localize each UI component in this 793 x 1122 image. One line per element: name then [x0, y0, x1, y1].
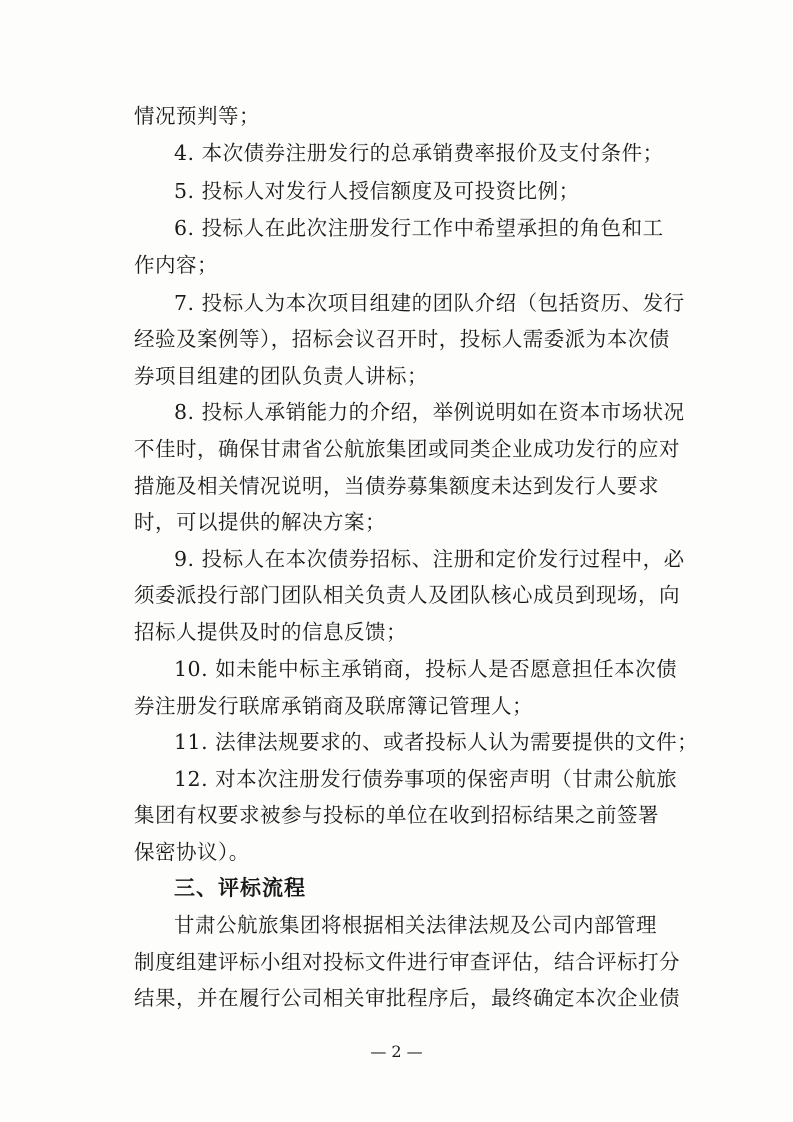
text-line: 时，可以提供的解决方案； [134, 510, 386, 534]
list-item-5: 5. 投标人对发行人授信额度及可投资比例； [174, 179, 580, 203]
page-number: — 2 — [370, 1042, 423, 1061]
text-line: 结果，并在履行公司相关审批程序后，最终确定本次企业债 [134, 986, 680, 1010]
text-line: 券注册发行联席承销商及联席簿记管理人； [134, 694, 533, 718]
list-item-4: 4. 本次债券注册发行的总承销费率报价及支付条件； [174, 141, 664, 165]
text-line: 保密协议）。 [134, 840, 250, 864]
list-item-9: 9. 投标人在本次债券招标、注册和定价发行过程中，必 [174, 547, 685, 571]
text-line: 不佳时，确保甘肃省公航旅集团或同类企业成功发行的应对 [134, 437, 680, 461]
paragraph-line: 甘肃公航旅集团将根据相关法律法规及公司内部管理 [174, 913, 657, 937]
text-line: 须委派投行部门团队相关负责人及团队核心成员到现场，向 [134, 583, 680, 607]
section-heading: 三、评标流程 [174, 876, 306, 900]
list-item-7: 7. 投标人为本次项目组建的团队介绍（包括资历、发行 [174, 291, 685, 315]
list-item-8: 8. 投标人承销能力的介绍，举例说明如在资本市场状况 [174, 400, 685, 424]
text-line: 券项目组建的团队负责人讲标； [134, 364, 428, 388]
text-line: 经验及案例等），招标会议召开时，投标人需委派为本次债 [134, 327, 670, 351]
list-item-10: 10. 如未能中标主承销商，投标人是否愿意担任本次债 [174, 657, 678, 681]
text-line: 措施及相关情况说明，当债券募集额度未达到发行人要求 [134, 474, 659, 498]
list-item-12: 12. 对本次注册发行债券事项的保密声明（甘肃公航旅 [174, 767, 678, 791]
list-item-11: 11. 法律法规要求的、或者投标人认为需要提供的文件； [174, 730, 699, 754]
text-line: 集团有权要求被参与投标的单位在收到招标结果之前签署 [134, 803, 659, 827]
list-item-6: 6. 投标人在此次注册发行工作中希望承担的角色和工 [174, 216, 664, 240]
text-line: 作内容； [134, 253, 218, 277]
text-line: 制度组建评标小组对投标文件进行审查评估，结合评标打分 [134, 950, 680, 974]
text-line: 情况预判等； [134, 104, 260, 128]
text-line: 招标人提供及时的信息反馈； [134, 620, 407, 644]
